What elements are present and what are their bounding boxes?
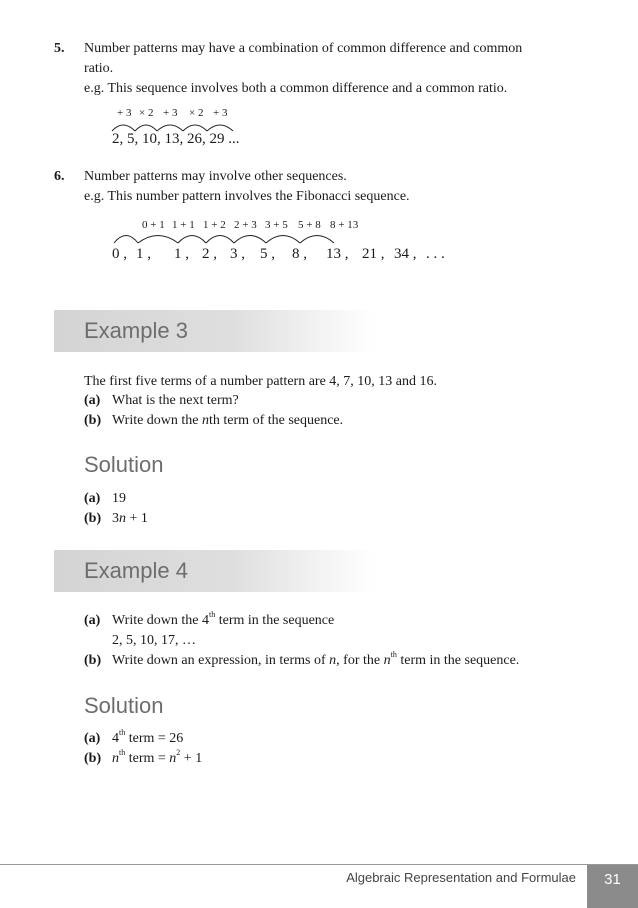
item-number: 6. (54, 169, 65, 184)
arc (178, 236, 206, 244)
solution-title: Solution (84, 452, 164, 477)
operation-label: 0 + 1 (142, 219, 165, 231)
operation-label: 1 + 1 (172, 219, 195, 231)
question-text: What is the next term? (112, 393, 239, 408)
solution-title: Solution (84, 693, 164, 718)
item-text: Number patterns may have a combination of common difference and common (84, 41, 523, 56)
part-label: (b) (84, 751, 102, 766)
example-intro: The first five terms of a number pattern are 4, 7, 10, 13 and 16. (84, 374, 438, 389)
example-title: Example 3 (84, 318, 188, 343)
fibonacci-term: 1 , (174, 246, 189, 262)
answer-text: 3n + 1 (112, 511, 148, 526)
operation-label: 5 + 8 (298, 219, 321, 231)
operation-label: × 2 (189, 107, 204, 119)
arc (138, 236, 178, 244)
part-label: (a) (84, 491, 101, 506)
arc (114, 236, 138, 244)
item-text: e.g. This sequence involves both a common difference and a common ratio. (84, 81, 508, 96)
operation-label: + 3 (213, 107, 228, 119)
arc (234, 236, 266, 244)
answer-text: 4th term = 26 (112, 728, 184, 746)
part-label: (b) (84, 653, 102, 668)
operation-label: + 3 (163, 107, 178, 119)
example-title: Example 4 (84, 558, 188, 583)
part-label: (b) (84, 413, 102, 428)
question-text: Write down an expression, in terms of n, for the $n^{th}$ term in the sequence. (112, 650, 520, 668)
fibonacci-term: . . . (426, 246, 445, 262)
question-sequence: 2, 5, 10, 17, … (112, 633, 196, 648)
part-label: (a) (84, 613, 101, 628)
chapter-title: Algebraic Representation and Formulae (346, 870, 576, 885)
item-text: Number patterns may involve other sequences. (84, 169, 347, 184)
operation-label: + 3 (117, 107, 132, 119)
fibonacci-term: 0 , (112, 246, 127, 262)
fibonacci-term: 3 , (230, 246, 245, 262)
fibonacci-term: 21 , (362, 246, 385, 262)
arc (206, 236, 234, 244)
item-text: ratio. (84, 61, 114, 76)
page-number: 31 (587, 865, 638, 908)
arc (266, 236, 300, 244)
operation-label: 3 + 5 (265, 219, 288, 231)
sequence: 2, 5, 10, 13, 26, 29 ... (112, 131, 240, 147)
fibonacci-term: 5 , (260, 246, 275, 262)
fibonacci-term: 13 , (326, 246, 349, 262)
item-text: e.g. This number pattern involves the Fibonacci sequence. (84, 189, 410, 204)
operation-label: 1 + 2 (203, 219, 226, 231)
fibonacci-term: 2 , (202, 246, 217, 262)
fibonacci-term: 8 , (292, 246, 307, 262)
part-label: (a) (84, 393, 101, 408)
operation-label: × 2 (139, 107, 154, 119)
answer-text: 19 (112, 491, 126, 506)
arc (300, 236, 334, 244)
item-number: 5. (54, 41, 65, 56)
part-label: (b) (84, 511, 102, 526)
part-label: (a) (84, 731, 101, 746)
question-text: Write down the nth term of the sequence. (112, 413, 344, 428)
fibonacci-term: 34 , (394, 246, 417, 262)
operation-label: 8 + 13 (330, 219, 359, 231)
operation-label: 2 + 3 (234, 219, 257, 231)
answer-text: $n^{th}$ term = $n^2 + 1$ (112, 748, 203, 766)
question-text: Write down the 4th term in the sequence (112, 610, 335, 628)
footer-rule (0, 864, 638, 865)
fibonacci-term: 1 , (136, 246, 151, 262)
